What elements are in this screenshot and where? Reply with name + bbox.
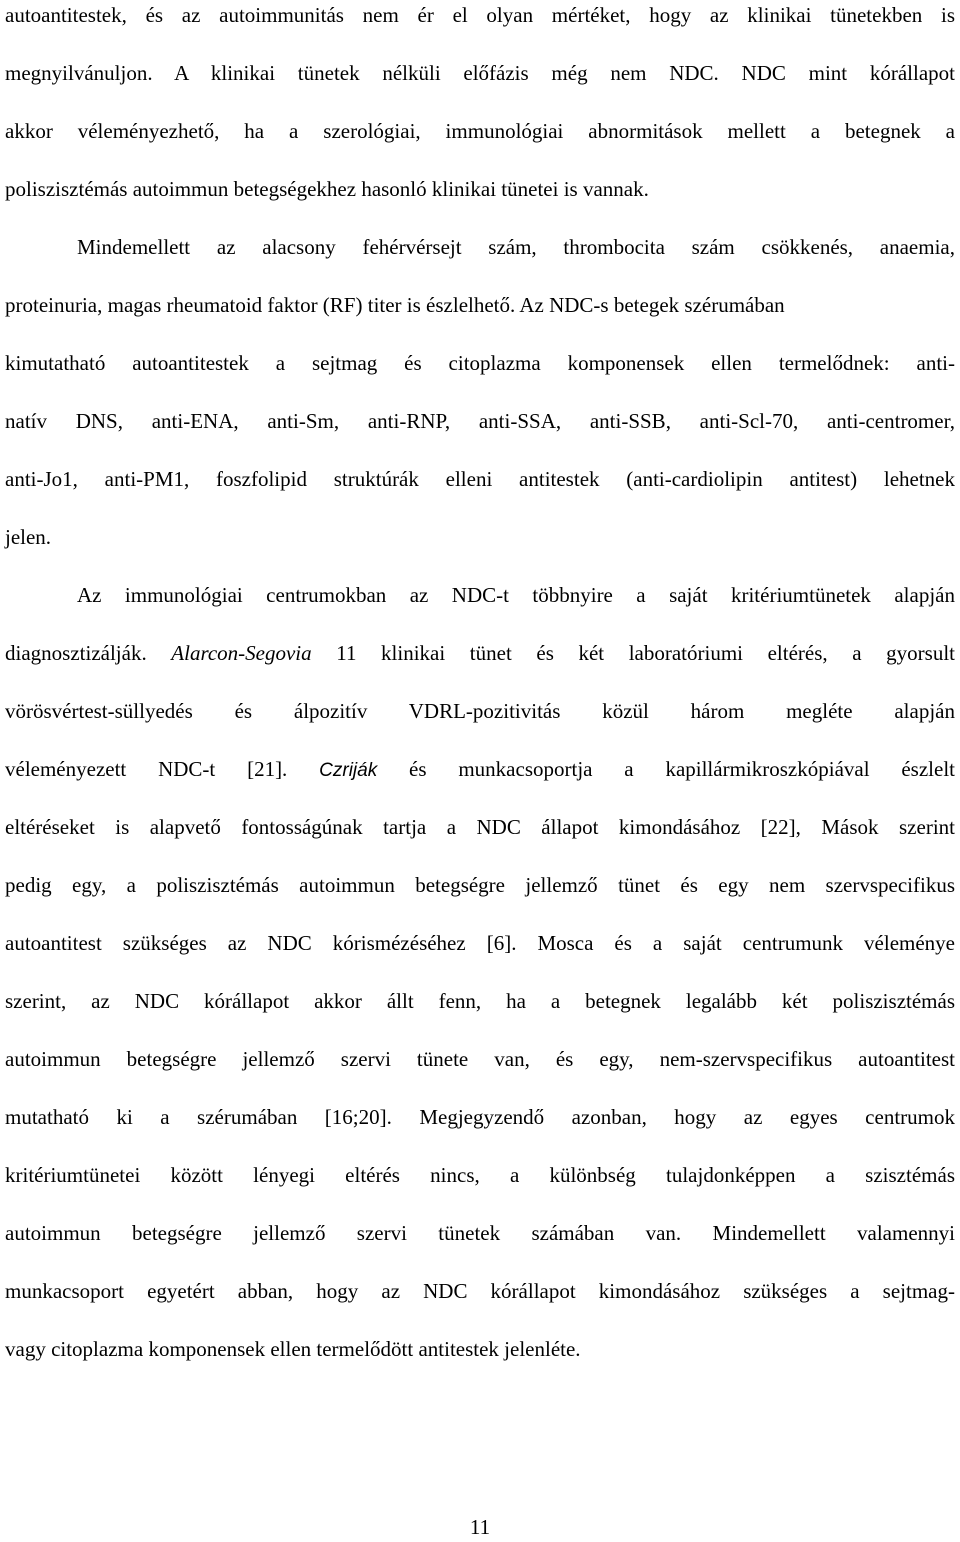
text-segment: 11 klinikai tünet és két laboratóriumi eltérés, a gyorsult — [311, 641, 955, 665]
author-name: Czriják — [319, 760, 378, 781]
text-line: autoantitestek, és az autoimmunitás nem ér el olyan mértéket, hogy az klinikai tünetekben is — [5, 3, 955, 27]
text-line: poliszisztémás autoimmun betegségekhez hasonló klinikai tünetei is vannak. — [5, 177, 649, 201]
text-segment: és munkacsoportja a kapillármikroszkópiával észlelt — [377, 757, 956, 781]
text-line — [5, 754, 955, 784]
text-line: anti-Jo1, anti-PM1, foszfolipid struktúrák elleni antitestek (anti-cardiolipin antitest) lehetnek — [5, 467, 955, 491]
page-number: 11 — [469, 1515, 491, 1539]
text-line: eltéréseket is alapvető fontosságúnak tartja a NDC állapot kimondásához [22], Mások szerint — [5, 815, 955, 839]
text-line: natív DNS, anti-ENA, anti-Sm, anti-RNP, anti-SSA, anti-SSB, anti-Scl-70, anti-centromer, — [5, 409, 955, 433]
text-line — [5, 638, 955, 668]
text-line: Az immunológiai centrumokban az NDC-t többnyire a saját kritériumtünetek alapján — [77, 583, 955, 607]
document-page — [5, 0, 955, 1537]
text-segment: diagnosztizálják. — [5, 641, 147, 665]
text-segment: véleményezett NDC-t [21]. — [5, 757, 288, 781]
text-line: pedig egy, a poliszisztémás autoimmun betegségre jellemző tünet és egy nem szervspecifikus — [5, 873, 955, 897]
text-line: akkor véleményezhető, ha a szerológiai, immunológiai abnormitások mellett a betegnek a — [5, 119, 955, 143]
text-line: munkacsoport egyetért abban, hogy az NDC kórállapot kimondásához szükséges a sejtmag- — [5, 1279, 955, 1303]
text-line: vörösvértest-süllyedés és álpozitív VDRL-pozitivitás közül három megléte alapján — [5, 699, 955, 723]
text-line: Mindemellett az alacsony fehérvérsejt szám, thrombocita szám csökkenés, anaemia, — [77, 235, 955, 259]
text-line: autoimmun betegségre jellemző szervi tünete van, és egy, nem-szervspecifikus autoantitest — [5, 1047, 955, 1071]
author-name: Alarcon-Segovia — [171, 641, 312, 665]
text-line: kimutatható autoantitestek a sejtmag és citoplazma komponensek ellen termelődnek: anti- — [5, 351, 955, 375]
text-line: proteinuria, magas rheumatoid faktor (RF) titer is észlelhető. Az NDC-s betegek szérumában — [5, 293, 785, 317]
text-line: vagy citoplazma komponensek ellen termelődött antitestek jelenléte. — [5, 1337, 581, 1361]
text-line: autoimmun betegségre jellemző szervi tünetek számában van. Mindemellett valamennyi — [5, 1221, 955, 1245]
text-line: jelen. — [5, 525, 52, 549]
text-line: szerint, az NDC kórállapot akkor állt fenn, ha a betegnek legalább két poliszisztémás — [5, 989, 955, 1013]
text-line: megnyilvánuljon. A klinikai tünetek nélküli előfázis még nem NDC. NDC mint kórállapot — [5, 61, 955, 85]
text-line: mutatható ki a szérumában [16;20]. Megjegyzendő azonban, hogy az egyes centrumok — [5, 1105, 955, 1129]
text-line: kritériumtünetei között lényegi eltérés nincs, a különbség tulajdonképpen a szisztémás — [5, 1163, 955, 1187]
text-line: autoantitest szükséges az NDC kórismézéséhez [6]. Mosca és a saját centrumunk véleménye — [5, 931, 955, 955]
